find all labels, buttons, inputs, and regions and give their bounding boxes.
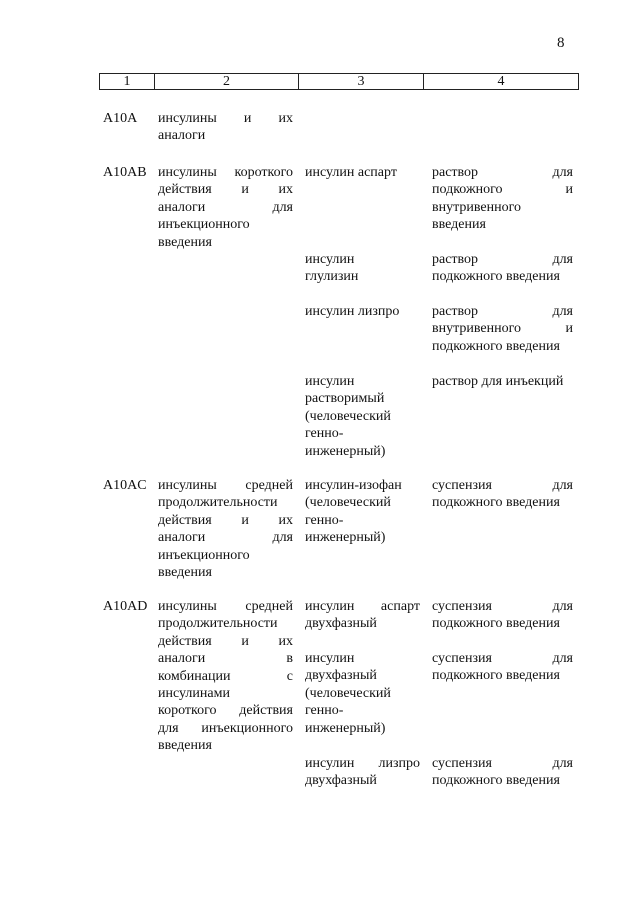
drug-name [305, 755, 420, 790]
text-line: подкожного введения [432, 616, 560, 632]
text-line: раствор для инъекций [432, 374, 564, 389]
text-line: инсулинами [158, 686, 230, 702]
drug-name [305, 164, 420, 181]
text-line: суспензия для [432, 756, 573, 771]
header-col-4: 4 [497, 74, 505, 89]
page-number: 8 [557, 35, 565, 51]
table-header [99, 73, 579, 90]
group-name [158, 477, 293, 581]
dosage-form [432, 251, 573, 286]
text-line: (человеческий [305, 685, 391, 701]
drug-name [305, 477, 420, 547]
text-line: действия и их [158, 633, 293, 649]
text-line: генно- [305, 426, 344, 442]
header-col-3: 3 [299, 74, 424, 89]
text-line: (человеческий [305, 495, 391, 511]
text-line: действия и их [158, 512, 293, 528]
text-line: суспензия для [432, 478, 573, 493]
text-line: суспензия для [432, 651, 573, 666]
header-col-2: 2 [155, 74, 299, 89]
drug-name [305, 303, 420, 320]
text-line: инсулин [305, 374, 355, 389]
atc-code: A10AD [103, 599, 148, 614]
text-line: инсулины и их [158, 111, 293, 126]
group-name [158, 598, 293, 755]
text-line: подкожного введения [432, 773, 560, 789]
text-line: подкожного и [432, 182, 573, 198]
dosage-form [432, 303, 573, 355]
header-col-1: 1 [100, 74, 155, 89]
drug-name [305, 650, 420, 737]
group-name [158, 110, 293, 145]
text-line: инъекционного [158, 547, 250, 563]
text-line: введения [158, 234, 212, 250]
text-line: действия и их [158, 182, 293, 198]
text-line: подкожного введения [432, 269, 560, 285]
text-line: инсулин [305, 651, 355, 666]
text-line: подкожного введения [432, 668, 560, 684]
atc-code: A10AC [103, 478, 147, 493]
text-line: инсулины короткого [158, 165, 293, 180]
text-line: инженерный) [305, 720, 386, 736]
text-line: введения [158, 738, 212, 754]
text-line: двухфазный [305, 773, 377, 789]
text-line: инсулин аспарт [305, 599, 420, 614]
text-line: внутривенного и [432, 321, 573, 337]
dosage-form [432, 477, 573, 512]
text-line: аналоги [158, 128, 206, 144]
text-line: двухфазный [305, 616, 377, 632]
text-line: суспензия для [432, 599, 573, 614]
text-line: аналоги в [158, 651, 293, 667]
text-line: инсулин лизпро [305, 756, 420, 771]
text-line: инженерный) [305, 530, 386, 546]
group-name [158, 164, 293, 251]
text-line: короткого действия [158, 703, 293, 719]
text-line: продолжительности [158, 495, 278, 511]
text-line: для инъекционного [158, 720, 293, 736]
dosage-form [432, 755, 573, 790]
text-line: двухфазный [305, 668, 377, 684]
dosage-form [432, 373, 573, 390]
dosage-form [432, 598, 573, 633]
text-line: инсулин-изофан [305, 478, 402, 493]
text-line: раствор для [432, 165, 573, 180]
text-line: продолжительности [158, 616, 278, 632]
drug-name [305, 598, 420, 633]
text-line: инсулин [305, 252, 355, 267]
text-line: инсулины средней [158, 478, 293, 493]
text-line: раствор для [432, 252, 573, 267]
text-line: введения [432, 217, 486, 233]
text-line: (человеческий [305, 408, 391, 424]
dosage-form [432, 650, 573, 685]
drug-name [305, 373, 420, 460]
atc-code: A10AB [103, 165, 147, 180]
text-line: комбинации с [158, 668, 293, 684]
text-line: инженерный) [305, 443, 386, 459]
text-line: подкожного введения [432, 495, 560, 511]
dosage-form [432, 164, 573, 234]
text-line: аналоги для [158, 199, 293, 215]
text-line: инсулин аспарт [305, 165, 397, 180]
text-line: инсулин лизпро [305, 304, 400, 319]
text-line: генно- [305, 703, 344, 719]
text-line: инъекционного [158, 217, 250, 233]
text-line: введения [158, 565, 212, 581]
text-line: подкожного введения [432, 338, 560, 354]
drug-name [305, 251, 420, 286]
atc-code: A10A [103, 111, 138, 126]
text-line: инсулины средней [158, 599, 293, 614]
text-line: генно- [305, 512, 344, 528]
text-line: внутривенного [432, 199, 522, 215]
text-line: растворимый [305, 391, 385, 407]
text-line: аналоги для [158, 530, 293, 546]
text-line: глулизин [305, 269, 359, 285]
text-line: раствор для [432, 304, 573, 319]
